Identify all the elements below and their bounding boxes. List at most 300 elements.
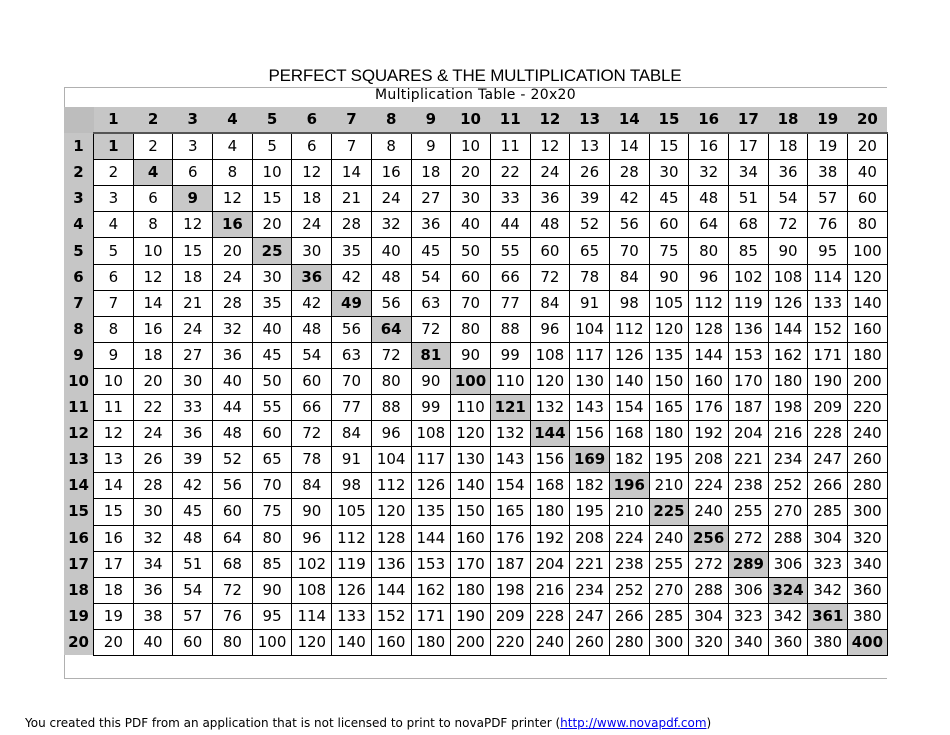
table-cell: 48	[292, 316, 332, 342]
table-cell: 270	[649, 577, 689, 603]
table-cell: 88	[490, 316, 530, 342]
column-header: 11	[490, 107, 530, 133]
table-cell: 342	[808, 577, 848, 603]
table-cell: 105	[649, 290, 689, 316]
table-cell: 110	[451, 395, 491, 421]
table-cell: 55	[490, 238, 530, 264]
table-cell: 12	[133, 264, 173, 290]
table-cell: 12	[530, 133, 570, 160]
row-header: 16	[64, 525, 94, 551]
table-cell: 64	[689, 212, 729, 238]
perfect-square-cell: 36	[292, 264, 332, 290]
table-row	[64, 395, 887, 421]
table-cell: 209	[808, 395, 848, 421]
table-cell: 280	[609, 629, 649, 655]
table-cell: 187	[729, 395, 769, 421]
table-cell: 105	[332, 499, 372, 525]
table-cell: 60	[252, 421, 292, 447]
row-header: 12	[64, 421, 94, 447]
row-header: 17	[64, 551, 94, 577]
table-cell: 126	[411, 473, 451, 499]
table-cell: 66	[292, 395, 332, 421]
table-cell: 22	[490, 160, 530, 186]
table-cell: 306	[729, 577, 769, 603]
table-row	[64, 551, 887, 577]
table-cell: 152	[808, 316, 848, 342]
perfect-square-cell: 225	[649, 499, 689, 525]
table-cell: 84	[332, 421, 372, 447]
table-cell: 340	[848, 551, 888, 577]
table-cell: 48	[213, 421, 253, 447]
table-cell: 136	[371, 551, 411, 577]
table-cell: 120	[292, 629, 332, 655]
table-cell: 143	[490, 447, 530, 473]
table-cell: 110	[490, 368, 530, 394]
table-cell: 208	[570, 525, 610, 551]
table-cell: 68	[729, 212, 769, 238]
column-header: 15	[649, 107, 689, 133]
table-cell: 36	[530, 186, 570, 212]
table-cell: 30	[451, 186, 491, 212]
table-cell: 99	[490, 342, 530, 368]
table-cell: 21	[332, 186, 372, 212]
table-cell: 68	[213, 551, 253, 577]
table-cell: 119	[729, 290, 769, 316]
table-cell: 6	[94, 264, 134, 290]
column-header: 3	[173, 107, 213, 133]
table-cell: 76	[213, 603, 253, 629]
table-cell: 117	[411, 447, 451, 473]
table-cell: 306	[768, 551, 808, 577]
table-cell: 238	[609, 551, 649, 577]
table-cell: 14	[133, 290, 173, 316]
table-body	[64, 133, 887, 655]
table-cell: 8	[94, 316, 134, 342]
table-cell: 247	[570, 603, 610, 629]
table-cell: 39	[570, 186, 610, 212]
table-cell: 156	[570, 421, 610, 447]
table-cell: 10	[133, 238, 173, 264]
column-header: 20	[848, 107, 888, 133]
table-cell: 56	[609, 212, 649, 238]
table-cell: 108	[768, 264, 808, 290]
table-cell: 95	[808, 238, 848, 264]
column-header: 17	[729, 107, 769, 133]
table-cell: 171	[808, 342, 848, 368]
table-cell: 168	[530, 473, 570, 499]
table-cell: 52	[213, 447, 253, 473]
column-header: 6	[292, 107, 332, 133]
table-cell: 78	[292, 447, 332, 473]
table-cell: 130	[570, 368, 610, 394]
table-cell: 162	[768, 342, 808, 368]
table-cell: 104	[570, 316, 610, 342]
table-cell: 80	[689, 238, 729, 264]
table-cell: 19	[94, 603, 134, 629]
table-cell: 44	[490, 212, 530, 238]
table-cell: 323	[808, 551, 848, 577]
perfect-square-cell: 400	[848, 629, 888, 655]
table-cell: 108	[411, 421, 451, 447]
table-cell: 84	[530, 290, 570, 316]
table-row	[64, 316, 887, 342]
table-cell: 85	[252, 551, 292, 577]
table-cell: 140	[332, 629, 372, 655]
table-cell: 7	[332, 133, 372, 160]
table-cell: 102	[292, 551, 332, 577]
table-cell: 84	[609, 264, 649, 290]
perfect-square-cell: 100	[451, 368, 491, 394]
table-cell: 96	[371, 421, 411, 447]
table-cell: 165	[649, 395, 689, 421]
table-cell: 57	[173, 603, 213, 629]
table-cell: 340	[729, 629, 769, 655]
table-cell: 48	[173, 525, 213, 551]
table-cell: 63	[332, 342, 372, 368]
table-cell: 48	[371, 264, 411, 290]
row-header: 14	[64, 473, 94, 499]
table-cell: 162	[411, 577, 451, 603]
table-cell: 165	[490, 499, 530, 525]
table-cell: 119	[332, 551, 372, 577]
table-cell: 190	[808, 368, 848, 394]
table-cell: 120	[371, 499, 411, 525]
table-cell: 12	[173, 212, 213, 238]
table-cell: 36	[173, 421, 213, 447]
row-header: 4	[64, 212, 94, 238]
table-cell: 209	[490, 603, 530, 629]
table-cell: 42	[609, 186, 649, 212]
novapdf-link[interactable]: http://www.novapdf.com	[560, 716, 707, 730]
row-header: 19	[64, 603, 94, 629]
table-cell: 30	[292, 238, 332, 264]
table-cell: 144	[371, 577, 411, 603]
table-cell: 190	[451, 603, 491, 629]
footer-close: )	[706, 716, 712, 730]
table-cell: 198	[490, 577, 530, 603]
perfect-square-cell: 144	[530, 421, 570, 447]
table-cell: 135	[649, 342, 689, 368]
row-header: 11	[64, 395, 94, 421]
perfect-square-cell: 16	[213, 212, 253, 238]
table-cell: 247	[808, 447, 848, 473]
table-cell: 220	[848, 395, 888, 421]
table-cell: 9	[411, 133, 451, 160]
table-cell: 36	[411, 212, 451, 238]
table-cell: 3	[94, 186, 134, 212]
table-cell: 100	[252, 629, 292, 655]
table-cell: 300	[848, 499, 888, 525]
perfect-square-cell: 169	[570, 447, 610, 473]
table-cell: 266	[808, 473, 848, 499]
table-cell: 15	[649, 133, 689, 160]
table-cell: 11	[490, 133, 530, 160]
table-cell: 32	[689, 160, 729, 186]
table-cell: 80	[252, 525, 292, 551]
perfect-square-cell: 25	[252, 238, 292, 264]
table-cell: 30	[173, 368, 213, 394]
footer-notice	[25, 716, 711, 730]
table-cell: 5	[94, 238, 134, 264]
table-cell: 4	[94, 212, 134, 238]
table-cell: 77	[332, 395, 372, 421]
table-cell: 32	[133, 525, 173, 551]
table-cell: 18	[411, 160, 451, 186]
row-header: 8	[64, 316, 94, 342]
table-cell: 60	[649, 212, 689, 238]
column-header: 4	[213, 107, 253, 133]
table-cell: 72	[768, 212, 808, 238]
table-cell: 19	[808, 133, 848, 160]
perfect-square-cell: 256	[689, 525, 729, 551]
table-cell: 96	[530, 316, 570, 342]
table-cell: 153	[411, 551, 451, 577]
table-cell: 20	[94, 629, 134, 655]
table-cell: 16	[371, 160, 411, 186]
table-cell: 24	[292, 212, 332, 238]
column-header: 2	[133, 107, 173, 133]
table-subtitle: Multiplication Table - 20x20	[375, 87, 576, 103]
table-cell: 195	[649, 447, 689, 473]
column-header: 13	[570, 107, 610, 133]
table-cell: 160	[848, 316, 888, 342]
table-cell: 32	[371, 212, 411, 238]
table-cell: 96	[689, 264, 729, 290]
table-row	[64, 629, 887, 655]
table-cell: 160	[451, 525, 491, 551]
table-row	[64, 342, 887, 368]
table-cell: 48	[530, 212, 570, 238]
perfect-square-cell: 64	[371, 316, 411, 342]
table-cell: 238	[729, 473, 769, 499]
table-cell: 30	[133, 499, 173, 525]
table-cell: 24	[213, 264, 253, 290]
table-cell: 98	[332, 473, 372, 499]
table-cell: 56	[371, 290, 411, 316]
table-cell: 144	[689, 342, 729, 368]
table-cell: 108	[530, 342, 570, 368]
table-cell: 114	[808, 264, 848, 290]
table-cell: 234	[768, 447, 808, 473]
perfect-square-cell: 4	[133, 160, 173, 186]
table-cell: 48	[689, 186, 729, 212]
table-cell: 90	[411, 368, 451, 394]
table-cell: 39	[173, 447, 213, 473]
table-cell: 70	[609, 238, 649, 264]
table-cell: 96	[292, 525, 332, 551]
table-cell: 140	[848, 290, 888, 316]
column-header: 18	[768, 107, 808, 133]
table-cell: 150	[649, 368, 689, 394]
perfect-square-cell: 81	[411, 342, 451, 368]
table-cell: 10	[252, 160, 292, 186]
table-cell: 180	[451, 577, 491, 603]
table-cell: 288	[768, 525, 808, 551]
page-title: PERFECT SQUARES & THE MULTIPLICATION TABLE	[268, 66, 682, 85]
table-cell: 15	[173, 238, 213, 264]
table-cell: 40	[133, 629, 173, 655]
table-cell: 80	[213, 629, 253, 655]
table-cell: 280	[848, 473, 888, 499]
table-cell: 22	[133, 395, 173, 421]
table-cell: 160	[371, 629, 411, 655]
table-cell: 288	[689, 577, 729, 603]
table-cell: 60	[848, 186, 888, 212]
table-cell: 88	[371, 395, 411, 421]
table-cell: 20	[451, 160, 491, 186]
table-cell: 182	[609, 447, 649, 473]
table-cell: 84	[292, 473, 332, 499]
table-cell: 10	[94, 368, 134, 394]
table-cell: 8	[213, 160, 253, 186]
table-cell: 8	[371, 133, 411, 160]
table-cell: 128	[371, 525, 411, 551]
table-cell: 90	[649, 264, 689, 290]
table-cell: 260	[570, 629, 610, 655]
table-cell: 220	[490, 629, 530, 655]
table-cell: 126	[332, 577, 372, 603]
table-cell: 90	[768, 238, 808, 264]
table-cell: 180	[411, 629, 451, 655]
table-cell: 35	[252, 290, 292, 316]
table-cell: 143	[570, 395, 610, 421]
table-cell: 320	[848, 525, 888, 551]
table-row	[64, 473, 887, 499]
table-cell: 132	[530, 395, 570, 421]
table-cell: 342	[768, 603, 808, 629]
table-cell: 51	[173, 551, 213, 577]
perfect-square-cell: 196	[609, 473, 649, 499]
table-cell: 16	[133, 316, 173, 342]
table-cell: 126	[609, 342, 649, 368]
table-cell: 272	[729, 525, 769, 551]
table-cell: 204	[729, 421, 769, 447]
table-cell: 272	[689, 551, 729, 577]
multiplication-table	[64, 107, 888, 656]
table-cell: 3	[173, 133, 213, 160]
table-cell: 104	[371, 447, 411, 473]
table-cell: 72	[371, 342, 411, 368]
table-cell: 135	[411, 499, 451, 525]
table-cell: 216	[768, 421, 808, 447]
table-cell: 26	[570, 160, 610, 186]
table-cell: 210	[649, 473, 689, 499]
table-cell: 40	[848, 160, 888, 186]
row-header: 2	[64, 160, 94, 186]
table-cell: 16	[94, 525, 134, 551]
table-cell: 51	[729, 186, 769, 212]
table-cell: 156	[530, 447, 570, 473]
perfect-square-cell: 9	[173, 186, 213, 212]
table-row	[64, 577, 887, 603]
table-cell: 38	[808, 160, 848, 186]
table-cell: 154	[490, 473, 530, 499]
table-cell: 5	[252, 133, 292, 160]
table-cell: 72	[411, 316, 451, 342]
table-cell: 54	[768, 186, 808, 212]
table-cell: 260	[848, 447, 888, 473]
table-cell: 240	[848, 421, 888, 447]
row-header: 10	[64, 368, 94, 394]
table-cell: 40	[371, 238, 411, 264]
table-cell: 180	[768, 368, 808, 394]
table-cell: 2	[94, 160, 134, 186]
table-cell: 20	[848, 133, 888, 160]
table-cell: 14	[94, 473, 134, 499]
table-cell: 32	[213, 316, 253, 342]
table-row	[64, 186, 887, 212]
column-header: 5	[252, 107, 292, 133]
column-header: 9	[411, 107, 451, 133]
table-cell: 40	[252, 316, 292, 342]
table-cell: 44	[213, 395, 253, 421]
table-cell: 6	[133, 186, 173, 212]
table-cell: 285	[808, 499, 848, 525]
table-cell: 200	[848, 368, 888, 394]
table-cell: 6	[173, 160, 213, 186]
table-cell: 204	[530, 551, 570, 577]
table-cell: 54	[292, 342, 332, 368]
table-cell: 72	[530, 264, 570, 290]
table-cell: 176	[689, 395, 729, 421]
table-cell: 154	[609, 395, 649, 421]
table-cell: 304	[808, 525, 848, 551]
table-row	[64, 499, 887, 525]
table-cell: 117	[570, 342, 610, 368]
table-cell: 72	[213, 577, 253, 603]
table-cell: 24	[133, 421, 173, 447]
table-cell: 200	[451, 629, 491, 655]
table-cell: 228	[530, 603, 570, 629]
table-cell: 240	[530, 629, 570, 655]
table-row	[64, 603, 887, 629]
table-cell: 28	[213, 290, 253, 316]
table-cell: 114	[292, 603, 332, 629]
table-cell: 182	[570, 473, 610, 499]
table-cell: 112	[332, 525, 372, 551]
table-cell: 76	[808, 212, 848, 238]
row-header: 20	[64, 629, 94, 655]
table-cell: 16	[689, 133, 729, 160]
table-cell: 7	[94, 290, 134, 316]
table-cell: 10	[451, 133, 491, 160]
column-header: 19	[808, 107, 848, 133]
perfect-square-cell: 121	[490, 395, 530, 421]
table-cell: 108	[292, 577, 332, 603]
table-cell: 60	[173, 629, 213, 655]
table-cell: 323	[729, 603, 769, 629]
table-cell: 126	[768, 290, 808, 316]
table-cell: 60	[292, 368, 332, 394]
table-cell: 18	[133, 342, 173, 368]
table-cell: 8	[133, 212, 173, 238]
table-cell: 12	[292, 160, 332, 186]
table-cell: 57	[808, 186, 848, 212]
table-cell: 60	[451, 264, 491, 290]
table-cell: 15	[94, 499, 134, 525]
table-cell: 380	[808, 629, 848, 655]
table-cell: 152	[371, 603, 411, 629]
table-cell: 187	[490, 551, 530, 577]
table-cell: 170	[451, 551, 491, 577]
table-cell: 80	[848, 212, 888, 238]
table-cell: 221	[729, 447, 769, 473]
table-row	[64, 238, 887, 264]
table-cell: 15	[252, 186, 292, 212]
table-cell: 195	[570, 499, 610, 525]
table-cell: 255	[649, 551, 689, 577]
table-cell: 42	[332, 264, 372, 290]
